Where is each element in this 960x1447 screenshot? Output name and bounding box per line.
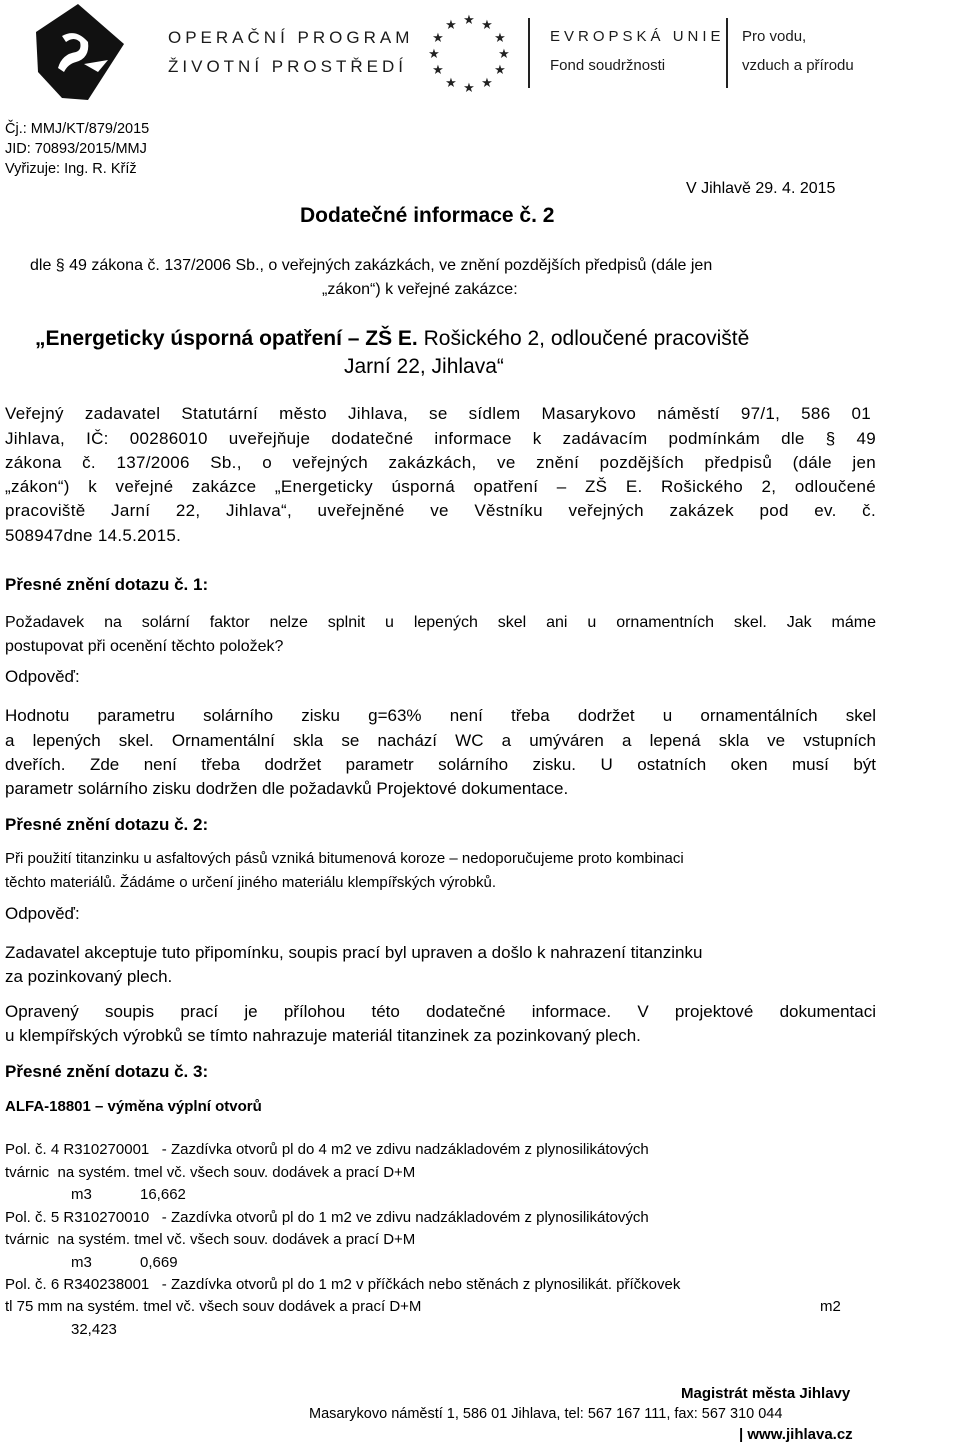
svg-text:★: ★	[463, 81, 475, 96]
paragraph-line: „zákon“) k veřejné zakázce „Energeticky úsporná opatření – ZŠ E. Rošického 2, odloučené	[5, 477, 876, 496]
answer-text: u klempířských výrobků se tímto nahrazuje materiál titanzinek za pozinkovaný plech.	[5, 1026, 641, 1045]
item-line: tvárnic na systém. tmel vč. všech souv. dodávek a prací D+M	[5, 1164, 416, 1181]
paragraph-line: zákona č. 137/2006 Sb., o veřejných zakázkách, ve znění pozdějších předpisů (dále jen	[5, 453, 876, 472]
item-title: ALFA-18801 – výměna výplní otvorů	[5, 1098, 262, 1115]
footer-address: Masarykovo náměstí 1, 586 01 Jihlava, tel: 567 167 111, fax: 567 310 044	[309, 1406, 783, 1422]
eu-stars-icon	[424, 10, 514, 96]
paragraph-line: 508947dne 14.5.2015.	[5, 526, 182, 545]
intro-line: dle § 49 zákona č. 137/2006 Sb., o veřejných zakázkách, ve znění pozdějších předpisů (dále jen	[30, 257, 713, 274]
answer-text: za pozinkovaný plech.	[5, 967, 173, 986]
item-qty: 0,669	[140, 1254, 178, 1271]
item-line: Pol. č. 6 R340238001 - Zazdívka otvorů pl do 1 m2 v příčkách nebo stěnách z plynosilikát. příčkovek	[5, 1276, 681, 1293]
answer-text: dveřích. Zde není třeba dodržet parametr solárního zisku. U ostatních oken musí být	[5, 755, 876, 774]
ref-vyrizuje: Vyřizuje: Ing. R. Kříž	[5, 161, 137, 177]
question-text: Požadavek na solární faktor nelze splnit u lepených skel ani u ornamentních skel. Jak máme	[5, 614, 876, 631]
paragraph-line: pracoviště Jarní 22, Jihlava“, uveřejněné ve Věstníku veřejných zakázek pod ev. č.	[5, 501, 876, 520]
svg-text:★: ★	[481, 76, 493, 91]
contract-name-bold: „Energeticky úsporná opatření – ZŠ E.	[35, 327, 418, 350]
eu-title: EVROPSKÁ UNIE	[550, 28, 725, 45]
contract-name	[35, 327, 749, 351]
header-divider	[726, 18, 728, 88]
item-unit: m2	[820, 1298, 841, 1315]
paragraph-line: Veřejný zadavatel Statutární město Jihlava, se sídlem Masarykovo náměstí 97/1, 586 01	[5, 404, 871, 423]
answer-text: parametr solárního zisku dodržen dle požadavků Projektové dokumentace.	[5, 779, 569, 798]
footer-web-link[interactable]: | www.jihlava.cz	[739, 1426, 853, 1443]
svg-text:★: ★	[494, 63, 506, 78]
question-text: těchto materiálů. Žádáme o určení jiného materiálu klempířských výrobků.	[5, 874, 497, 891]
answer-text: Hodnotu parametru solárního zisku g=63% není třeba dodržet u ornamentálních skel	[5, 706, 876, 725]
paragraph-line: Jihlava, IČ: 00286010 uveřejňuje dodatečné informace k zadávacím podmínkám dle § 49	[5, 429, 876, 448]
svg-text:★: ★	[481, 18, 493, 33]
op-title-line2: ŽIVOTNÍ PROSTŘEDÍ	[168, 57, 407, 76]
item-qty: 16,662	[140, 1186, 186, 1203]
svg-text:★: ★	[463, 13, 475, 28]
answer-text: Zadavatel akceptuje tuto připomínku, soupis prací byl upraven a došlo k nahrazení titanzinku	[5, 943, 703, 962]
contract-name-line2: Jarní 22, Jihlava“	[344, 355, 504, 378]
answer-heading: Odpověď:	[5, 904, 80, 923]
svg-text:★: ★	[432, 63, 444, 78]
op-zp-logo-icon	[28, 2, 128, 102]
question-text: Při použití titanzinku u asfaltových pásů vzniká bitumenová koroze – nedoporučujeme proto kombinaci	[5, 850, 684, 867]
svg-text:★: ★	[445, 18, 457, 33]
answer-heading: Odpověď:	[5, 667, 80, 686]
page-title: Dodatečné informace č. 2	[300, 204, 555, 227]
item-unit: m3	[71, 1186, 92, 1203]
document-date: V Jihlavě 29. 4. 2015	[686, 180, 836, 197]
answer-text: a lepených skel. Ornamentální skla se nachází WC a umýváren a lepená skla ve vstupních	[5, 731, 876, 750]
svg-text:★: ★	[498, 47, 510, 62]
slogan-line2: vzduch a přírodu	[742, 57, 854, 74]
answer-text: Opravený soupis prací je přílohou této dodatečné informace. V projektové dokumentaci	[5, 1002, 876, 1021]
item-line: tvárnic na systém. tmel vč. všech souv. dodávek a prací D+M	[5, 1231, 416, 1248]
contract-name-rest: Rošického 2, odloučené pracoviště	[417, 327, 750, 350]
question-heading: Přesné znění dotazu č. 3:	[5, 1062, 209, 1081]
item-line: tl 75 mm na systém. tmel vč. všech souv dodávek a prací D+M	[5, 1298, 422, 1315]
svg-text:★: ★	[428, 47, 440, 62]
item-line: Pol. č. 5 R310270010 - Zazdívka otvorů pl do 1 m2 ve zdivu nadzákladovém z plynosilikátových	[5, 1209, 649, 1226]
slogan-line1: Pro vodu,	[742, 28, 807, 45]
intro-line: „zákon“) k veřejné zakázce:	[322, 281, 518, 298]
question-text: postupovat při ocenění těchto položek?	[5, 638, 284, 655]
ref-cj: Čj.: MMJ/KT/879/2015	[5, 121, 150, 137]
svg-text:★: ★	[445, 76, 457, 91]
op-title-line1: OPERAČNÍ PROGRAM	[168, 28, 414, 47]
item-line: Pol. č. 4 R310270001 - Zazdívka otvorů pl do 4 m2 ve zdivu nadzákladovém z plynosilikátových	[5, 1141, 649, 1158]
item-unit: m3	[71, 1254, 92, 1271]
question-heading: Přesné znění dotazu č. 1:	[5, 575, 209, 594]
question-heading: Přesné znění dotazu č. 2:	[5, 815, 209, 834]
item-qty: 32,423	[71, 1321, 117, 1338]
svg-text:★: ★	[432, 31, 444, 46]
ref-jid: JID: 70893/2015/MMJ	[5, 141, 147, 157]
footer-org: Magistrát města Jihlavy	[681, 1385, 851, 1402]
eu-fund: Fond soudržnosti	[550, 57, 666, 74]
svg-text:★: ★	[494, 31, 506, 46]
header-divider	[528, 18, 530, 88]
